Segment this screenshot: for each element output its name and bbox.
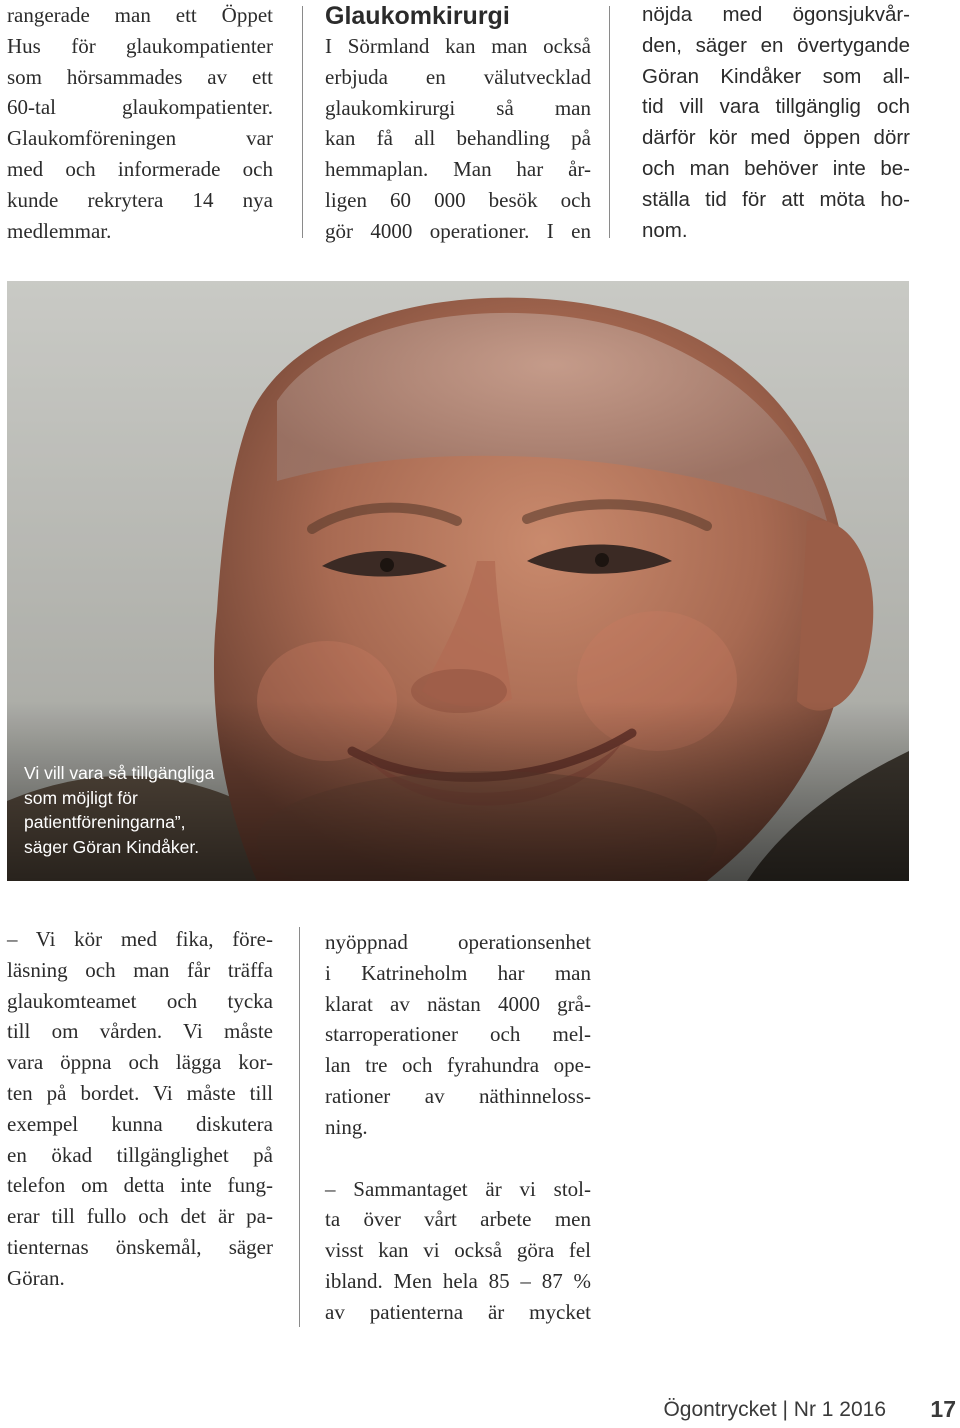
text-line: läsning och man får träffa <box>7 957 273 982</box>
text-line: erbjuda en välutvecklad <box>325 64 591 89</box>
text-line: medlemmar. <box>7 218 112 243</box>
text-line: kunde rekrytera 14 nya <box>7 187 273 212</box>
text-line: I Sörmland kan man också <box>325 34 591 58</box>
text-line: som hörsammades av ett <box>7 64 273 89</box>
text-line: nyöppnad operationsenhet <box>325 930 591 954</box>
text-line: vara öppna och lägga kor- <box>7 1050 273 1075</box>
text-line: 60-tal glaukompatienter. <box>7 95 273 120</box>
text-line: – Sammantaget är vi stol- <box>325 1176 591 1201</box>
text-line: glaukomteamet och tycka <box>7 988 273 1013</box>
text-line: – Vi kör med fika, före- <box>7 927 273 951</box>
top-right-column <box>642 0 910 246</box>
text-line: visst kan vi också göra fel <box>325 1238 591 1263</box>
text-line: Hus för glaukompatienter <box>7 33 273 58</box>
text-line: kan få all behandling på <box>325 126 591 151</box>
photo-caption <box>24 761 214 859</box>
caption-line: som möjligt för <box>24 787 138 808</box>
text-line: ning. <box>325 1114 368 1139</box>
column-divider <box>302 6 303 238</box>
text-line: därför kör med öppen dörr <box>642 126 910 150</box>
text-line: Göran Kindåker som all- <box>642 64 910 88</box>
text-line: i Katrineholm har man <box>325 960 591 985</box>
page-number: 17 <box>930 1396 956 1422</box>
text-line: rationer av näthinneloss- <box>325 1083 591 1108</box>
text-line: exempel kunna diskutera <box>7 1111 273 1136</box>
text-line: till om vården. Vi måste <box>7 1019 273 1044</box>
text-line: tienternas önskemål, säger <box>7 1234 273 1259</box>
text-line: den, säger en övertygande <box>642 33 910 57</box>
text-line: ta över vårt arbete men <box>325 1207 591 1232</box>
top-middle-column <box>325 31 591 247</box>
text-line: hemmaplan. Man har år- <box>325 157 591 182</box>
portrait-photo <box>7 281 909 881</box>
text-line: klarat av nästan 4000 grå- <box>325 991 591 1016</box>
text-line: ten på bordet. Vi måste till <box>7 1080 273 1105</box>
text-line: nom. <box>642 218 688 242</box>
text-line: Glaukomföreningen var <box>7 126 273 151</box>
publication-name: Ögontrycket | Nr 1 2016 <box>663 1398 886 1421</box>
text-line: av patienterna är mycket <box>325 1299 591 1324</box>
text-line: starroperationer och mel- <box>325 1022 591 1047</box>
caption-line: Vi vill vara så tillgängliga <box>24 763 215 783</box>
text-line: ställa tid för att möta ho- <box>642 187 910 211</box>
column-divider <box>609 6 610 238</box>
text-line: en ökad tillgänglighet på <box>7 1142 273 1167</box>
text-line: rangerade man ett Öppet <box>7 3 273 27</box>
text-line: tid vill vara tillgänglig och <box>642 95 910 119</box>
top-left-column <box>7 0 273 246</box>
text-line: ibland. Men hela 85 – 87 % <box>325 1268 591 1293</box>
text-line: erar till fullo och det är pa- <box>7 1204 273 1229</box>
text-line: ligen 60 000 besök och <box>325 187 591 212</box>
caption-line: säger Göran Kindåker. <box>24 836 200 857</box>
text-line: glaukomkirurgi så man <box>325 95 591 120</box>
text-line: telefon om detta inte fung- <box>7 1173 273 1198</box>
page-footer <box>0 1398 960 1428</box>
caption-line: patientföreningarna”, <box>24 812 186 833</box>
bottom-middle-column <box>325 927 591 1328</box>
column-divider <box>299 927 300 1327</box>
text-line: och man behöver inte be- <box>642 156 910 180</box>
text-line: med och informerade och <box>7 156 273 181</box>
bottom-left-column <box>7 924 273 1294</box>
text-line: gör 4000 operationer. I en <box>325 218 591 243</box>
text-line: Göran. <box>7 1265 65 1290</box>
section-heading: Glaukomkirurgi <box>325 2 510 30</box>
text-line: nöjda med ögonsjukvår- <box>642 3 910 26</box>
text-line: lan tre och fyrahundra ope- <box>325 1053 591 1078</box>
